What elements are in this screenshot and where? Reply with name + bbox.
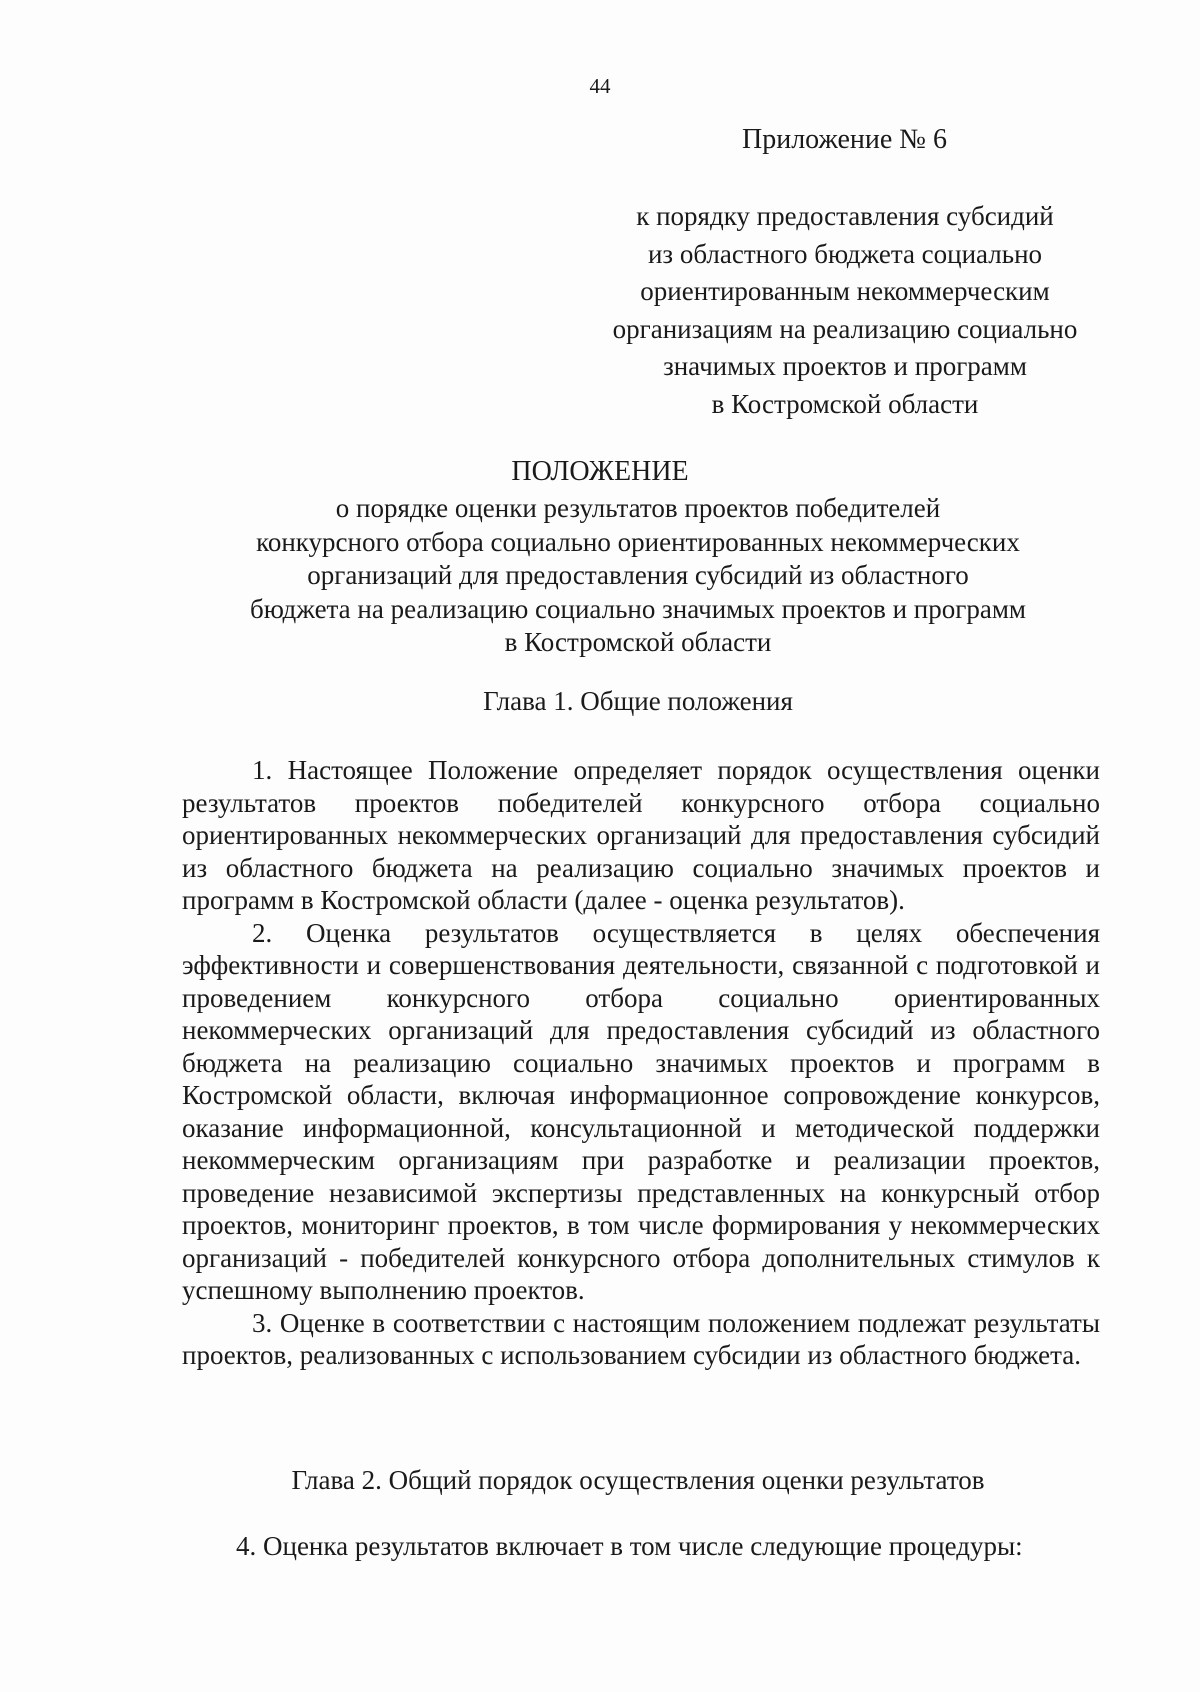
document-subtitle-line: в Костромской области: [504, 627, 772, 657]
document-title: ПОЛОЖЕНИЕ: [511, 456, 689, 487]
paragraph-2: 2. Оценка результатов осуществляется в целях обеспечения эффективности и совершенствования деятельности, связанной с подготовкой и проведением конкурсного отбора социально ориентированных некоммерческих организаций для предоставления субсидий из областного бюджета на реализацию социально значимых проектов и программ в Костромской области, включая информационное сопровождение конкурсов, оказание информационной, консультационной и методической поддержки некоммерческим организациям при разработке и реализации проектов, проведение независимой экспертизы представленных на конкурсный отбор проектов, мониторинг проектов, в том числе формирования у некоммерческих организаций - победителей конкурсного отбора дополнительных стимулов к успешному выполнению проектов.: [182, 917, 1100, 1305]
paragraph-4: 4. Оценка результатов включает в том числе следующие процедуры:: [236, 1531, 1023, 1561]
document-subtitle: [170, 492, 1106, 660]
appendix-subtitle-line: из областного бюджета социально: [647, 238, 1043, 269]
paragraph-1: 1. Настоящее Положение определяет порядок осуществления оценки результатов проектов победителей конкурсного отбора социально ориентированных некоммерческих организаций для предоставления субсидий из областного бюджета на реализацию социально значимых проектов и программ в Костромской области (далее - оценка результатов).: [182, 755, 1100, 915]
document-subtitle-line: организаций для предоставления субсидий из областного: [307, 560, 969, 590]
paragraph-3: 3. Оценке в соответствии с настоящим положением подлежат результаты проектов, реализованных с использованием субсидии из областного бюджета.: [182, 1307, 1100, 1370]
document-subtitle-line: конкурсного отбора социально ориентированных некоммерческих: [256, 526, 1020, 557]
page-number: 44: [589, 74, 611, 98]
appendix-subtitle-line: в Костромской области: [711, 388, 979, 419]
appendix-title: Приложение № 6: [742, 124, 947, 155]
chapter-1-body: [182, 754, 1100, 1372]
appendix-subtitle-line: значимых проектов и программ: [663, 351, 1027, 381]
chapter-1-heading: Глава 1. Общие положения: [483, 686, 793, 716]
document-subtitle-line: бюджета на реализацию социально значимых проектов и программ: [250, 593, 1026, 624]
document-subtitle-line: о порядке оценки результатов проектов победителей: [335, 493, 941, 523]
appendix-subtitle-line: к порядку предоставления субсидий: [636, 201, 1054, 231]
appendix-subtitle-line: организациям на реализацию социально: [612, 313, 1078, 344]
appendix-subtitle: [580, 198, 1110, 423]
appendix-subtitle-line: ориентированным некоммерческим: [640, 276, 1050, 306]
chapter-2-heading: Глава 2. Общий порядок осуществления оценки результатов: [291, 1465, 985, 1495]
